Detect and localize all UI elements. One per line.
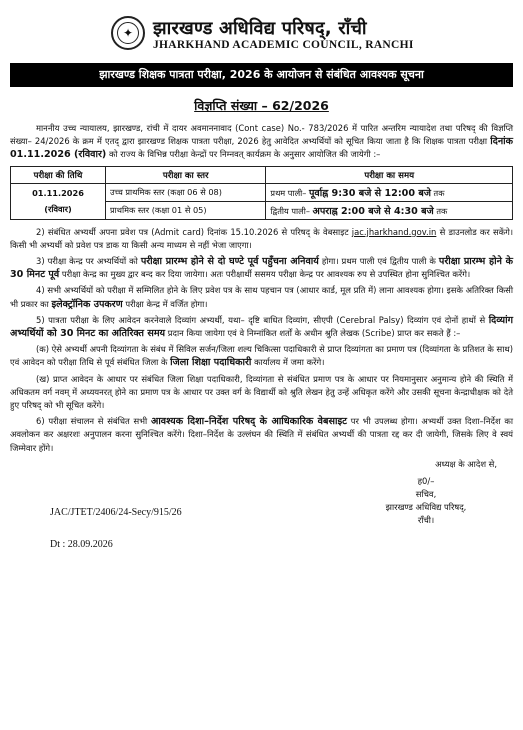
footer: [10, 471, 513, 571]
signature-block: [361, 475, 491, 527]
paragraph-5: [10, 314, 513, 340]
table-header-row: [11, 166, 513, 183]
table-row: [11, 183, 513, 201]
reporting-time-highlight: परीक्षा प्रारम्भ होने से दो घण्टे पूर्व पहुँचना अनिवार्य: [140, 256, 319, 268]
paragraph-3-mid: होगा। प्रथम पाली एवं द्वितीय पाली के: [318, 256, 439, 267]
signatory-office: झारखण्ड अधिविद्य परिषद्,: [385, 502, 467, 513]
paragraph-5-ka-text: (क) ऐसे अभ्यर्थी अपनी दिव्यांगता के संबंध में सिविल सर्जन/जिला शल्य चिकित्सा पदाधिकारी से प्राप्त दिव्यांगता का प्रमाण पत्र (दिव्यांगता के प्रतिशत के साथ) एवं आवेदन को परीक्षा तिथि से पूर्व संबंधित जिला के: [10, 344, 513, 368]
level-cell: उच्च प्राथमिक स्तर (कक्षा 06 से 08): [106, 183, 266, 201]
shift-label: प्रथम पाली–: [270, 187, 309, 198]
notice-banner: झारखण्ड शिक्षक पात्रता परीक्षा, 2026 के आयोजन से संबंधित आवश्यक सूचना: [10, 63, 513, 87]
header-level: परीक्षा का स्तर: [106, 166, 266, 183]
time-cell: [266, 183, 513, 201]
council-title-hindi: झारखण्ड अधिविद्य परिषद्, राँची: [153, 18, 367, 39]
electronic-device-highlight: इलेक्ट्रॉनिक उपकरण: [51, 298, 123, 310]
paragraph-5-kha: (ख) प्राप्त आवेदन के आधार पर संबंधित जिला शिक्षा पदाधिकारी, दिव्यांगता से संबंधित प्रमाण पत्र के आधार पर नियमानुसार अनुमान्य होने की स्थिति में अधिकतम वर्ग नवम् में अध्ययनरत् होने का प्रमाण पत्र के आधार पर उक्त वर्ग के विद्यार्थी को श्रुति लेखन हेतु उन्हें अधिकृत करेंगे और उसकी सूचना केन्द्राधीक्षक को देते हुए परिषद् को भी सूचित करेंगे।: [10, 373, 513, 411]
council-title-english: JHARKHAND ACADEMIC COUNCIL, RANCHI: [153, 39, 414, 51]
level-cell: प्राथमिक स्तर (कक्षा 01 से 05): [106, 201, 266, 219]
date-cell: [11, 183, 106, 219]
header-date: परीक्षा की तिथि: [11, 166, 106, 183]
notice-number: [10, 95, 513, 114]
shift-tail: तक: [430, 187, 445, 198]
paragraph-2-text: 2) संबंधित अभ्यर्थी अपना प्रवेश पत्र (Admit card) दिनांक 15.10.2026 से परिषद् के वेबसाइट: [36, 226, 352, 237]
paragraph-1: [10, 122, 513, 162]
paragraph-1-text: माननीय उच्च न्यायालय, झारखण्ड, रांची में दायर अवमाननावाद (Cont case) No.- 783/2026 में पारित अन्तरिम न्यायादेश तथा परिषद् की विज्ञप्ति संख्या– 24/2026 के क्रम में एतद् द्वारा झारखण्ड शिक्षक पात्रता परीक्षा, 2026 हेतु आवेदित अभ्यर्थियों को सूचित किया जाता है कि शिक्षक पात्रता परीक्षा: [10, 123, 513, 147]
paragraph-1-tail: को राज्य के विभिन्न परीक्षा केन्द्रों पर निम्नवत् कार्यक्रम के अनुसार आयोजित की जायेगी :–: [106, 149, 381, 160]
paragraph-5-ka-tail: कार्यालय में जमा करेंगे।: [251, 357, 325, 368]
shift-label: द्वितीय पाली–: [270, 205, 313, 216]
paragraph-4: [10, 284, 513, 310]
extra-time-highlight: दिव्यांग अभ्यर्थियों को 30 मिनट का अतिरिक्त समय: [10, 314, 513, 340]
shift-time: पूर्वाह्न 9:30 बजे से 12:00 बजे: [308, 187, 431, 199]
deo-highlight: जिला शिक्षा पदाधिकारी: [170, 357, 252, 369]
website-link[interactable]: jac.jharkhand.gov.in: [351, 226, 437, 237]
paragraph-3: [10, 255, 513, 281]
exam-date-highlight: दिनांक 01.11.2026 (रविवार): [10, 136, 513, 161]
paragraph-3-tail: परीक्षा केन्द्र का मुख्य द्वार बन्द कर दिया जायेगा। अतः परीक्षार्थी ससमय परीक्षा केन्द्र पर आवश्यक रुप से उपस्थित होना सुनिश्चित करेंगे।: [59, 269, 471, 280]
paragraph-2: [10, 226, 513, 252]
signatory-title: सचिव,: [415, 489, 437, 500]
council-seal-icon: ✦: [111, 16, 145, 50]
header: [10, 0, 513, 60]
paragraph-4-text: 4) सभी अभ्यर्थियों को परीक्षा में सम्मिलित होने के लिए प्रवेश पत्र के साथ पहचान पत्र (आधार कार्ड, मूल प्रति में) लाना आवश्यक होगा। इसके अतिरिक्त किसी भी प्रकार का: [10, 285, 513, 309]
paragraph-4-tail: परीक्षा केन्द्र में वर्जित होगा।: [122, 298, 208, 309]
signature-mark: ह0/–: [417, 476, 435, 487]
shift-tail: तक: [433, 205, 448, 216]
paragraph-6: [10, 415, 513, 455]
guidelines-highlight: आवश्यक दिशा–निर्देश परिषद् के आधिकारिक वेबसाइट: [150, 416, 348, 428]
shift-time: अपराह्न 2:00 बजे से 4:30 बजे: [312, 205, 434, 217]
paragraph-6-text: 6) परीक्षा संचालन से संबंधित सभी: [36, 416, 151, 427]
exam-date: 01.11.2026: [32, 187, 84, 198]
time-cell: [266, 201, 513, 219]
gate-close-highlight: परीक्षा प्रारम्भ होने के 30 मिनट पूर्व: [10, 256, 513, 281]
signatory-city: राँची।: [417, 515, 435, 526]
exam-day: (रविवार): [44, 203, 72, 214]
paragraph-2-tail: से डाउनलोड कर सकेंगे। किसी भी अभ्यर्थी को प्रवेश पत्र डाक या किसी अन्य माध्यम से नहीं भेजा जाएगा।: [10, 226, 513, 250]
schedule-table: [10, 166, 513, 220]
paragraph-5-ka: [10, 343, 513, 369]
reference-number: JAC/JTET/2406/24-Secy/915/26: [50, 507, 182, 519]
paragraph-5-text: 5) पात्रता परीक्षा के लिए आवेदन करनेवाले दिव्यांग अभ्यर्थी, यथा– दृष्टि बाधित दिव्यांग, सीएपी (Cerebral Palsy) दिव्यांग एवं दोनों हाथों से: [36, 314, 489, 325]
notice-number-text: विज्ञप्ति संख्या – 62/2026: [194, 98, 329, 113]
header-time: परीक्षा का समय: [266, 166, 513, 183]
paragraph-3-text: 3) परीक्षा केन्द्र पर अभ्यर्थियों को: [36, 256, 141, 267]
order-line: अध्यक्ष के आदेश से,: [435, 458, 497, 469]
paragraph-5-tail: प्रदान किया जायेगा एवं वे निम्नांकित शर्तों के अधीन श्रुति लेखक (Scribe) प्राप्त कर सकते हैं :–: [165, 328, 461, 339]
paragraph-6-tail: पर भी उपलब्ध होगा। अभ्यर्थी उक्त दिशा–निर्देश का अवलोकन कर अक्षरशः अनुपालन करना सुनिश्चित करेंगे। दिशा–निर्देश के उल्लंघन की स्थिति में संबंधित अभ्यर्थी की पात्रता रद्द कर दी जायेगी, जिसके लिए वे स्वयं जिम्मेवार होंगे।: [10, 416, 513, 453]
issue-date: Dt : 28.09.2026: [50, 539, 113, 551]
